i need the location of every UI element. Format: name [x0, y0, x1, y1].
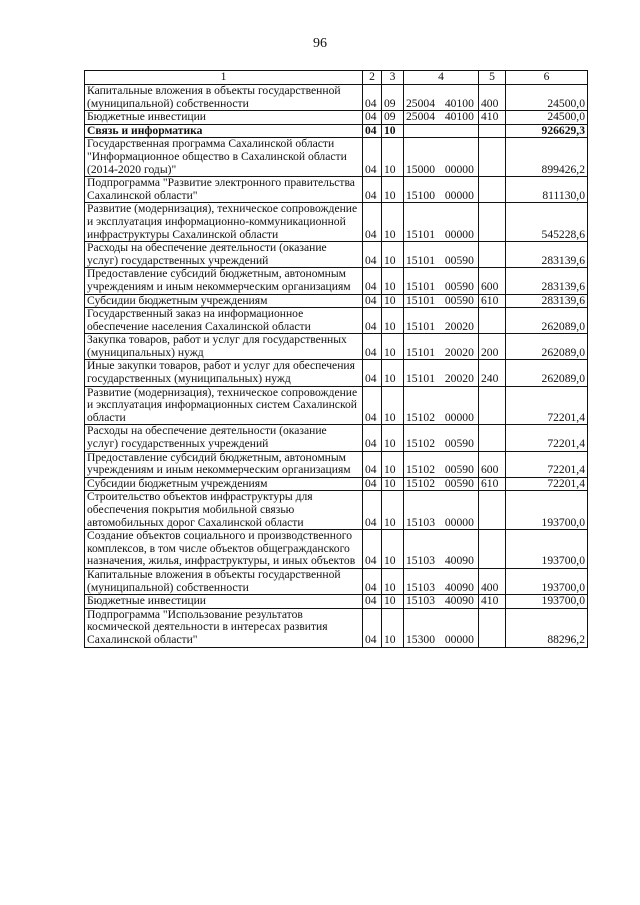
- section-code-cell: 04: [363, 85, 382, 111]
- table-row: [85, 530, 588, 569]
- amount-cell: 283139,6: [506, 242, 588, 268]
- target-item-code-cell: 15103 00000: [404, 491, 479, 530]
- table-row: [85, 477, 588, 491]
- subsection-code-cell: 09: [382, 85, 404, 111]
- table-row: [85, 308, 588, 334]
- amount-cell: 72201,4: [506, 425, 588, 451]
- expense-type-code-cell: 240: [479, 360, 506, 386]
- table-row: [85, 124, 588, 138]
- subsection-code-cell: 10: [382, 568, 404, 594]
- target-item-code-cell: 25004 40100: [404, 111, 479, 125]
- target-item-code-cell: 25004 40100: [404, 85, 479, 111]
- subsection-code-cell: 10: [382, 477, 404, 491]
- amount-cell: 72201,4: [506, 477, 588, 491]
- amount-cell: 926629,3: [506, 124, 588, 138]
- expense-type-code-cell: 610: [479, 477, 506, 491]
- section-code-cell: 04: [363, 425, 382, 451]
- section-code-cell: 04: [363, 608, 382, 647]
- section-code-cell: 04: [363, 451, 382, 477]
- table-row: [85, 242, 588, 268]
- row-name-cell: Закупка товаров, работ и услуг для государственных (муниципальных) нужд: [85, 334, 363, 360]
- section-code-cell: 04: [363, 595, 382, 609]
- section-code-cell: 04: [363, 124, 382, 138]
- row-name-cell: Капитальные вложения в объекты государственной (муниципальной) собственности: [85, 85, 363, 111]
- table-row: [85, 85, 588, 111]
- target-item-code-cell: 15103 40090: [404, 530, 479, 569]
- expense-type-code-cell: [479, 530, 506, 569]
- expense-type-code-cell: [479, 386, 506, 425]
- section-code-cell: 04: [363, 491, 382, 530]
- table-row: [85, 334, 588, 360]
- section-code-cell: 04: [363, 177, 382, 203]
- expense-type-code-cell: 400: [479, 568, 506, 594]
- table-row: [85, 568, 588, 594]
- section-code-cell: 04: [363, 242, 382, 268]
- row-name-cell: Подпрограмма "Использование результатов космической деятельности в интересах развития Сахалинской области": [85, 608, 363, 647]
- row-name-cell: Расходы на обеспечение деятельности (оказание услуг) государственных учреждений: [85, 242, 363, 268]
- target-item-code-cell: 15102 00000: [404, 386, 479, 425]
- section-code-cell: 04: [363, 294, 382, 308]
- expense-type-code-cell: 410: [479, 111, 506, 125]
- table-row: [85, 595, 588, 609]
- table-row: [85, 268, 588, 294]
- table-row: [85, 491, 588, 530]
- target-item-code-cell: 15103 40090: [404, 568, 479, 594]
- subsection-code-cell: 10: [382, 308, 404, 334]
- subsection-code-cell: 10: [382, 124, 404, 138]
- target-item-code-cell: 15101 00590: [404, 294, 479, 308]
- amount-cell: 72201,4: [506, 451, 588, 477]
- page-number: 96: [313, 36, 327, 51]
- header-cell: 2: [363, 71, 382, 85]
- section-code-cell: 04: [363, 568, 382, 594]
- subsection-code-cell: 10: [382, 530, 404, 569]
- expense-type-code-cell: 200: [479, 334, 506, 360]
- amount-cell: 262089,0: [506, 334, 588, 360]
- row-name-cell: Развитие (модернизация), техническое сопровождение и эксплуатация информационных систем Сахалинской области: [85, 386, 363, 425]
- table-row: [85, 451, 588, 477]
- table-row: [85, 360, 588, 386]
- header-cell: 4: [404, 71, 479, 85]
- subsection-code-cell: 10: [382, 608, 404, 647]
- target-item-code-cell: 15102 00590: [404, 451, 479, 477]
- section-code-cell: 04: [363, 386, 382, 425]
- expense-type-code-cell: 600: [479, 268, 506, 294]
- target-item-code-cell: 15101 00590: [404, 242, 479, 268]
- subsection-code-cell: 10: [382, 294, 404, 308]
- table-row: [85, 111, 588, 125]
- row-name-cell: Связь и информатика: [85, 124, 363, 138]
- header-cell: 3: [382, 71, 404, 85]
- amount-cell: 545228,6: [506, 203, 588, 242]
- expense-type-code-cell: [479, 242, 506, 268]
- expense-type-code-cell: [479, 124, 506, 138]
- section-code-cell: 04: [363, 138, 382, 177]
- row-name-cell: Субсидии бюджетным учреждениям: [85, 294, 363, 308]
- header-row: [85, 71, 588, 85]
- target-item-code-cell: 15102 00590: [404, 477, 479, 491]
- target-item-code-cell: 15100 00000: [404, 177, 479, 203]
- section-code-cell: 04: [363, 360, 382, 386]
- amount-cell: 24500,0: [506, 85, 588, 111]
- amount-cell: 193700,0: [506, 568, 588, 594]
- table-row: [85, 608, 588, 647]
- amount-cell: 262089,0: [506, 308, 588, 334]
- subsection-code-cell: 10: [382, 334, 404, 360]
- expense-type-code-cell: [479, 425, 506, 451]
- row-name-cell: Бюджетные инвестиции: [85, 111, 363, 125]
- subsection-code-cell: 10: [382, 177, 404, 203]
- section-code-cell: 04: [363, 111, 382, 125]
- subsection-code-cell: 10: [382, 491, 404, 530]
- expense-type-code-cell: [479, 138, 506, 177]
- row-name-cell: Подпрограмма "Развитие электронного правительства Сахалинской области": [85, 177, 363, 203]
- target-item-code-cell: 15101 00590: [404, 268, 479, 294]
- row-name-cell: Бюджетные инвестиции: [85, 595, 363, 609]
- row-name-cell: Расходы на обеспечение деятельности (оказание услуг) государственных учреждений: [85, 425, 363, 451]
- header-cell: 5: [479, 71, 506, 85]
- row-name-cell: Государственная программа Сахалинской области "Информационное общество в Сахалинской области (2014-2020 годы)": [85, 138, 363, 177]
- subsection-code-cell: 10: [382, 360, 404, 386]
- subsection-code-cell: 10: [382, 425, 404, 451]
- target-item-code-cell: [404, 124, 479, 138]
- row-name-cell: Развитие (модернизация), техническое сопровождение и эксплуатация информационно-коммуникационной инфраструктуры Сахалинской области: [85, 203, 363, 242]
- amount-cell: 811130,0: [506, 177, 588, 203]
- row-name-cell: Строительство объектов инфраструктуры для обеспечения покрытия мобильной связью автомобильных дорог Сахалинской области: [85, 491, 363, 530]
- section-code-cell: 04: [363, 203, 382, 242]
- row-name-cell: Государственный заказ на информационное обеспечение населения Сахалинской области: [85, 308, 363, 334]
- expense-type-code-cell: 400: [479, 85, 506, 111]
- subsection-code-cell: 10: [382, 242, 404, 268]
- amount-cell: 899426,2: [506, 138, 588, 177]
- subsection-code-cell: 10: [382, 268, 404, 294]
- table-body: [85, 85, 588, 648]
- row-name-cell: Субсидии бюджетным учреждениям: [85, 477, 363, 491]
- section-code-cell: 04: [363, 477, 382, 491]
- amount-cell: 193700,0: [506, 530, 588, 569]
- subsection-code-cell: 10: [382, 138, 404, 177]
- target-item-code-cell: 15101 20020: [404, 308, 479, 334]
- row-name-cell: Капитальные вложения в объекты государственной (муниципальной) собственности: [85, 568, 363, 594]
- amount-cell: 193700,0: [506, 491, 588, 530]
- expense-type-code-cell: 610: [479, 294, 506, 308]
- target-item-code-cell: 15103 40090: [404, 595, 479, 609]
- section-code-cell: 04: [363, 308, 382, 334]
- subsection-code-cell: 09: [382, 111, 404, 125]
- amount-cell: 72201,4: [506, 386, 588, 425]
- amount-cell: 262089,0: [506, 360, 588, 386]
- table-row: [85, 386, 588, 425]
- table-row: [85, 138, 588, 177]
- expense-type-code-cell: 600: [479, 451, 506, 477]
- subsection-code-cell: 10: [382, 595, 404, 609]
- header-cell: 6: [506, 71, 588, 85]
- header-cell: 1: [85, 71, 363, 85]
- target-item-code-cell: 15300 00000: [404, 608, 479, 647]
- expense-type-code-cell: [479, 203, 506, 242]
- row-name-cell: Предоставление субсидий бюджетным, автономным учреждениям и иным некоммерческим организациям: [85, 268, 363, 294]
- expense-type-code-cell: 410: [479, 595, 506, 609]
- row-name-cell: Предоставление субсидий бюджетным, автономным учреждениям и иным некоммерческим организациям: [85, 451, 363, 477]
- expense-type-code-cell: [479, 608, 506, 647]
- row-name-cell: Иные закупки товаров, работ и услуг для обеспечения государственных (муниципальных) нужд: [85, 360, 363, 386]
- amount-cell: 88296,2: [506, 608, 588, 647]
- subsection-code-cell: 10: [382, 203, 404, 242]
- section-code-cell: 04: [363, 268, 382, 294]
- subsection-code-cell: 10: [382, 451, 404, 477]
- budget-table: [84, 70, 588, 648]
- target-item-code-cell: 15101 00000: [404, 203, 479, 242]
- target-item-code-cell: 15000 00000: [404, 138, 479, 177]
- table-row: [85, 203, 588, 242]
- target-item-code-cell: 15102 00590: [404, 425, 479, 451]
- table-row: [85, 294, 588, 308]
- subsection-code-cell: 10: [382, 386, 404, 425]
- section-code-cell: 04: [363, 334, 382, 360]
- expense-type-code-cell: [479, 177, 506, 203]
- amount-cell: 193700,0: [506, 595, 588, 609]
- target-item-code-cell: 15101 20020: [404, 360, 479, 386]
- amount-cell: 24500,0: [506, 111, 588, 125]
- table-row: [85, 177, 588, 203]
- amount-cell: 283139,6: [506, 268, 588, 294]
- amount-cell: 283139,6: [506, 294, 588, 308]
- expense-type-code-cell: [479, 308, 506, 334]
- table-row: [85, 425, 588, 451]
- section-code-cell: 04: [363, 530, 382, 569]
- row-name-cell: Создание объектов социального и производственного комплексов, в том числе объектов общегражданского назначения, жилья, инфраструктуры, и иных объектов: [85, 530, 363, 569]
- target-item-code-cell: 15101 20020: [404, 334, 479, 360]
- expense-type-code-cell: [479, 491, 506, 530]
